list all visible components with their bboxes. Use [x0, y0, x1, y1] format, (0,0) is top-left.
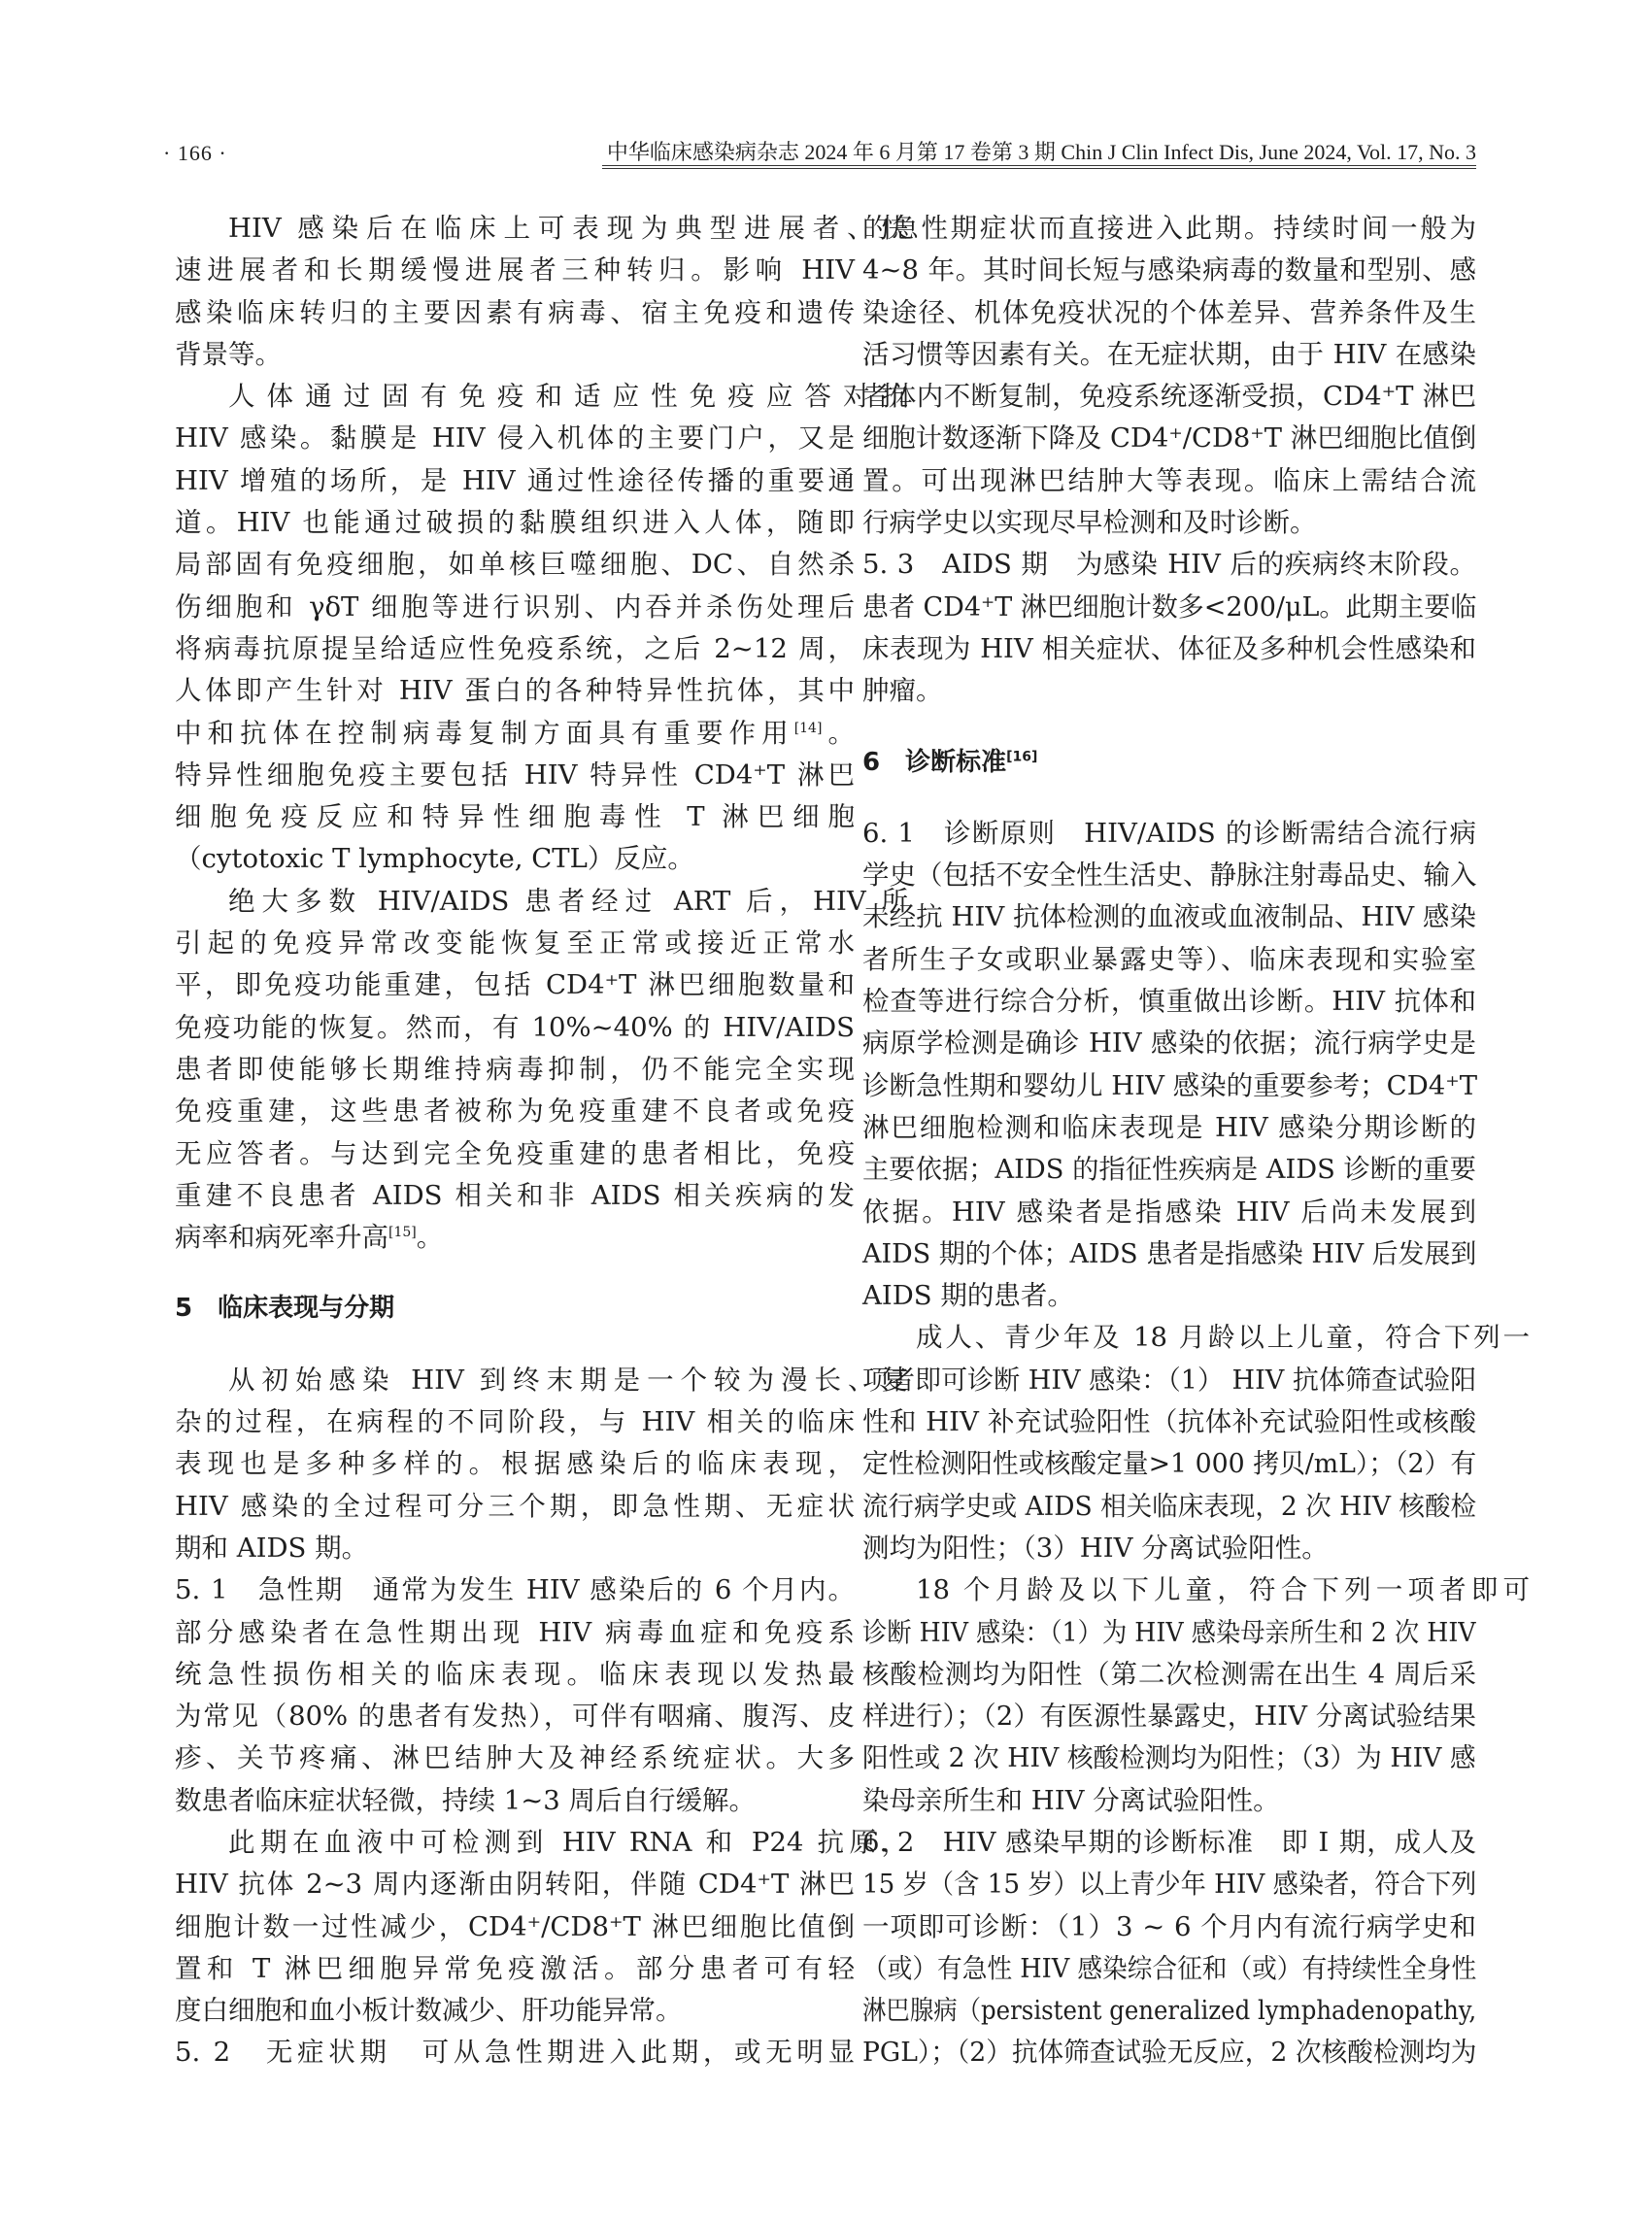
text-line	[175, 460, 855, 502]
text-line	[862, 1149, 1476, 1191]
line-text: 依据。HIV 感染者是指感染 HIV 后尚未发展到	[862, 1196, 1476, 1228]
text-line	[862, 1233, 1476, 1275]
text-line	[862, 418, 1476, 459]
text-line	[175, 881, 908, 923]
text-line	[175, 1091, 855, 1132]
line-text: 重建不良患者 AIDS 相关和非 AIDS 相关疾病的发	[175, 1179, 855, 1211]
line-text: 5. 2 无症状期 可从急性期进入此期，或无明显	[175, 2037, 855, 2069]
line-text: 行病学史以实现尽早检测和及时诊断。	[862, 507, 1317, 539]
text-line	[175, 1822, 908, 1864]
text-line	[175, 587, 855, 628]
line-text: 6 诊断标准	[862, 747, 1007, 777]
text-line	[862, 250, 1476, 291]
line-text: 5. 3 AIDS 期 为感染 HIV 后的疾病终末阶段。	[862, 549, 1476, 581]
line-text: 从初始感染 HIV 到终末期是一个较为漫长、复	[228, 1364, 908, 1396]
line-text: 检查等进行综合分析，慎重做出诊断。HIV 抗体和	[862, 986, 1476, 1018]
text-line	[175, 544, 855, 586]
line-text: 细胞免疫反应和特异性细胞毒性 T 淋巴细胞	[175, 801, 855, 833]
text-line	[175, 376, 908, 418]
text-line	[175, 1780, 855, 1822]
text-line	[175, 2032, 855, 2073]
text-line	[862, 1780, 1476, 1822]
citation-ref[interactable]: [16]	[1006, 748, 1038, 764]
line-text: 阳性或 2 次 HIV 核酸检测均为阳性；（3）为 HIV 感	[862, 1742, 1476, 1774]
line-text: 定性检测阳性或核酸定量>1 000 拷贝/mL）；（2）有	[862, 1448, 1477, 1480]
text-line	[175, 670, 855, 712]
line-text: 表现也是多种多样的。根据感染后的临床表现，	[175, 1448, 855, 1480]
line-text: 测均为阳性；（3）HIV 分离试验阳性。	[862, 1532, 1329, 1564]
text-line	[175, 923, 855, 964]
citation-ref[interactable]: [14]	[793, 720, 823, 736]
line-text: HIV 感染。黏膜是 HIV 侵入机体的主要门户，又是	[175, 422, 855, 455]
line-text: 的急性期症状而直接进入此期。持续时间一般为	[862, 213, 1476, 244]
line-text: 成人、青少年及 18 月龄以上儿童，符合下列一	[916, 1322, 1530, 1354]
text-line	[175, 713, 855, 755]
line-text: 特异性细胞免疫主要包括 HIV 特异性 CD4⁺T 淋巴	[175, 759, 855, 791]
line-text: 免疫功能的恢复。然而，有 10%~40% 的 HIV/AIDS	[175, 1011, 855, 1043]
line-text: AIDS 期的患者。	[862, 1280, 1074, 1312]
line-text: 染途径、机体免疫状况的个体差异、营养条件及生	[862, 296, 1476, 328]
line-text: 5 临床表现与分期	[175, 1294, 395, 1324]
line-text: 诊断急性期和婴幼儿 HIV 感染的重要参考；CD4⁺T	[862, 1069, 1478, 1101]
text-line	[175, 1528, 855, 1569]
line-text: 活习惯等因素有关。在无症状期，由于 HIV 在感染	[862, 338, 1476, 370]
text-line	[862, 896, 1476, 938]
line-text: 15 岁（含 15 岁）以上青少年 HIV 感染者，符合下列	[862, 1869, 1477, 1901]
line-text: 染母亲所生和 HIV 分离试验阳性。	[862, 1784, 1280, 1816]
line-text: 项者即可诊断 HIV 感染：（1） HIV 抗体筛查试验阳	[862, 1364, 1477, 1396]
text-line	[175, 1948, 855, 1990]
text-line	[862, 1654, 1476, 1696]
text-line	[862, 1192, 1476, 1233]
line-text: 背景等。	[175, 338, 282, 370]
line-text: 引起的免疫异常改变能恢复至正常或接近正常水	[175, 927, 855, 960]
line-text: 免疫重建，这些患者被称为免疫重建不良者或免疫	[175, 1096, 855, 1128]
text-line	[175, 334, 855, 376]
text-line	[862, 1443, 1476, 1485]
text-line	[862, 1948, 1476, 1990]
text-line	[862, 1023, 1476, 1064]
line-text: 数患者临床症状轻微，持续 1~3 周后自行缓解。	[175, 1784, 757, 1816]
text-line	[175, 1737, 855, 1779]
line-text: 置和 T 淋巴细胞异常免疫激活。部分患者可有轻	[175, 1952, 855, 1984]
text-line	[862, 1612, 1476, 1654]
text-line	[175, 418, 855, 459]
text-line	[862, 628, 1476, 670]
line-text: 样进行）；（2）有医源性暴露史，HIV 分离试验结果	[862, 1701, 1476, 1733]
text-line	[175, 1049, 855, 1091]
line-text: 患者 CD4⁺T 淋巴细胞计数多<200/μL。此期主要临	[862, 590, 1477, 623]
line-text: 无应答者。与达到完全免疫重建的患者相比，免疫	[175, 1137, 855, 1169]
text-line	[862, 1737, 1476, 1779]
text-line	[175, 838, 855, 880]
right-column	[862, 208, 1530, 2074]
line-text: 6. 2 HIV 感染早期的诊断标准 即 Ⅰ 期，成人及	[862, 1826, 1476, 1858]
line-text: 性和 HIV 补充试验阳性（抗体补充试验阳性或核酸	[862, 1406, 1476, 1438]
header-rule	[602, 165, 1476, 169]
text-line	[175, 796, 855, 838]
text-line	[862, 1569, 1530, 1611]
line-text: 伤细胞和 γδT 细胞等进行识别、内吞并杀伤处理后	[175, 590, 855, 623]
text-line	[175, 1443, 855, 1485]
line-text: 部分感染者在急性期出现 HIV 病毒血症和免疫系	[175, 1616, 855, 1648]
section-heading	[175, 1288, 855, 1330]
line-text: 床表现为 HIV 相关症状、体征及多种机会性感染和	[862, 632, 1476, 664]
text-line	[862, 1864, 1476, 1905]
text-line	[862, 1696, 1476, 1737]
line-text: 未经抗 HIV 抗体检测的血液或血液制品、HIV 感染	[862, 901, 1476, 933]
line-text: HIV 增殖的场所，是 HIV 通过性途径传播的重要通	[175, 464, 855, 496]
line-text: 统急性损伤相关的临床表现。临床表现以发热最	[175, 1658, 855, 1690]
line-text: 淋巴细胞检测和临床表现是 HIV 感染分期诊断的	[862, 1111, 1476, 1143]
line-text: 流行病学史或 AIDS 相关临床表现，2 次 HIV 核酸检	[862, 1490, 1477, 1522]
text-line	[862, 1822, 1476, 1864]
paragraph-gap	[175, 1259, 633, 1288]
line-text: AIDS 期的个体；AIDS 患者是指感染 HIV 后发展到	[862, 1237, 1477, 1269]
text-line	[175, 628, 855, 670]
line-text: 置。可出现淋巴结肿大等表现。临床上需结合流	[862, 464, 1476, 496]
text-line	[862, 813, 1476, 855]
text-line	[862, 376, 1476, 418]
citation-ref[interactable]: [15]	[388, 1224, 417, 1240]
text-line	[862, 292, 1476, 334]
line-text: 病原学检测是确诊 HIV 感染的依据；流行病学史是	[862, 1028, 1476, 1060]
text-line	[175, 208, 908, 250]
text-line	[175, 1612, 855, 1654]
line-text: （cytotoxic T lymphocyte, CTL）反应。	[175, 843, 694, 875]
text-line	[175, 1906, 855, 1948]
line-tail: 。	[822, 717, 855, 749]
text-line	[175, 1696, 855, 1737]
text-line	[175, 1569, 855, 1611]
text-line	[862, 2032, 1476, 2073]
text-line	[175, 755, 855, 796]
text-line	[175, 1864, 855, 1905]
line-text: 一项即可诊断：（1）3 ~ 6 个月内有流行病学史和	[862, 1910, 1476, 1942]
text-line	[862, 208, 1476, 250]
text-line	[862, 670, 1476, 712]
paragraph-gap	[862, 713, 1476, 742]
text-line	[862, 1065, 1476, 1107]
text-line	[175, 250, 855, 291]
text-line	[175, 1401, 855, 1443]
line-text: HIV 感染的全过程可分三个期，即急性期、无症状	[175, 1490, 855, 1522]
line-text: 期和 AIDS 期。	[175, 1532, 369, 1564]
text-line	[175, 292, 855, 334]
page-number: · 166 ·	[163, 141, 227, 165]
line-tail: 。	[416, 1222, 444, 1254]
text-line	[175, 1360, 908, 1401]
line-text: 度白细胞和血小板计数减少、肝功能异常。	[175, 1995, 683, 2027]
text-line	[175, 1133, 855, 1175]
paragraph-gap	[175, 1331, 633, 1360]
text-line	[175, 1175, 855, 1217]
text-line	[175, 1990, 855, 2032]
section-heading	[862, 742, 1476, 784]
line-text: 为常见（80% 的患者有发热），可伴有咽痛、腹泻、皮	[175, 1701, 855, 1733]
line-text: HIV 感染后在临床上可表现为典型进展者、快	[228, 213, 908, 244]
text-line	[175, 1217, 855, 1259]
line-text: 局部固有免疫细胞，如单核巨噬细胞、DC、自然杀	[175, 549, 855, 581]
line-text: 绝大多数 HIV/AIDS 患者经过 ART 后，HIV 所	[228, 885, 908, 917]
text-line	[862, 1906, 1476, 1948]
text-line	[175, 1654, 855, 1696]
text-line	[862, 1107, 1476, 1149]
text-line	[862, 544, 1476, 586]
text-line	[175, 964, 855, 1006]
line-text: 5. 1 急性期 通常为发生 HIV 感染后的 6 个月内。	[175, 1574, 855, 1606]
line-text: 者体内不断复制，免疫系统逐渐受损，CD4⁺T 淋巴	[862, 381, 1476, 413]
line-text: 18 个月龄及以下儿童，符合下列一项者即可	[916, 1574, 1530, 1606]
line-text: 此期在血液中可检测到 HIV RNA 和 P24 抗原，	[228, 1826, 908, 1858]
line-text: 感染临床转归的主要因素有病毒、宿主免疫和遗传	[175, 296, 855, 328]
line-text: 6. 1 诊断原则 HIV/AIDS 的诊断需结合流行病	[862, 817, 1476, 849]
line-text: 肿瘤。	[862, 675, 943, 707]
text-line	[862, 502, 1476, 544]
line-text: 平，即免疫功能重建，包括 CD4⁺T 淋巴细胞数量和	[175, 969, 855, 1001]
text-line	[175, 502, 855, 544]
line-text: 人体通过固有免疫和适应性免疫应答对抗	[228, 381, 908, 413]
text-line	[862, 1317, 1530, 1359]
line-text: 者所生子女或职业暴露史等）、临床表现和实验室	[862, 943, 1476, 975]
text-line	[862, 1275, 1476, 1317]
line-text: 淋巴腺病（persistent generalized lymphadenopathy,	[862, 1995, 1477, 2027]
text-line	[862, 1528, 1476, 1569]
page-header	[0, 0, 1652, 194]
line-text: 4~8 年。其时间长短与感染病毒的数量和型别、感	[862, 254, 1476, 287]
line-text: 病率和病死率升高	[175, 1222, 388, 1254]
line-text: （或）有急性 HIV 感染综合征和（或）有持续性全身性	[862, 1952, 1477, 1984]
text-line	[862, 460, 1476, 502]
text-line	[862, 334, 1476, 376]
text-line	[862, 1401, 1476, 1443]
line-text: PGL）；（2）抗体筛查试验无反应，2 次核酸检测均为	[862, 2037, 1477, 2069]
text-line	[862, 1990, 1476, 2032]
line-text: 速进展者和长期缓慢进展者三种转归。影响 HIV	[175, 254, 855, 287]
line-text: 道。HIV 也能通过破损的黏膜组织进入人体，随即	[175, 507, 855, 539]
line-text: 诊断 HIV 感染：（1）为 HIV 感染母亲所生和 2 次 HIV	[862, 1616, 1476, 1648]
line-text: 细胞计数一过性减少，CD4⁺/CD8⁺T 淋巴细胞比值倒	[175, 1910, 855, 1942]
text-line	[862, 939, 1476, 981]
line-text: 细胞计数逐渐下降及 CD4⁺/CD8⁺T 淋巴细胞比值倒	[862, 422, 1477, 455]
line-text: 疹、关节疼痛、淋巴结肿大及神经系统症状。大多	[175, 1742, 855, 1774]
text-line	[175, 1486, 855, 1528]
line-text: 中和抗体在控制病毒复制方面具有重要作用	[175, 717, 794, 749]
line-text: 患者即使能够长期维持病毒抑制，仍不能完全实现	[175, 1053, 855, 1085]
line-text: 将病毒抗原提呈给适应性免疫系统，之后 2~12 周，	[175, 632, 855, 664]
text-line	[862, 587, 1476, 628]
text-line	[862, 855, 1476, 896]
line-text: 主要依据；AIDS 的指征性疾病是 AIDS 诊断的重要	[862, 1154, 1476, 1186]
line-text: 杂的过程，在病程的不同阶段，与 HIV 相关的临床	[175, 1406, 855, 1438]
text-line	[862, 1486, 1476, 1528]
running-head: 中华临床感染病杂志 2024 年 6 月第 17 卷第 3 期 Chin J Clin Infect Dis, June 2024, Vol. 17, No. 3	[606, 140, 1476, 164]
paragraph-gap	[862, 784, 1476, 813]
text-line	[175, 1007, 855, 1049]
line-text: 学史（包括不安全性生活史、静脉注射毒品史、输入	[862, 860, 1477, 892]
text-line	[862, 1360, 1476, 1401]
line-text: 人体即产生针对 HIV 蛋白的各种特异性抗体，其中	[175, 675, 855, 707]
text-line	[862, 981, 1476, 1023]
line-text: HIV 抗体 2~3 周内逐渐由阴转阳，伴随 CD4⁺T 淋巴	[175, 1869, 855, 1901]
line-text: 核酸检测均为阳性（第二次检测需在出生 4 周后采	[862, 1658, 1476, 1690]
